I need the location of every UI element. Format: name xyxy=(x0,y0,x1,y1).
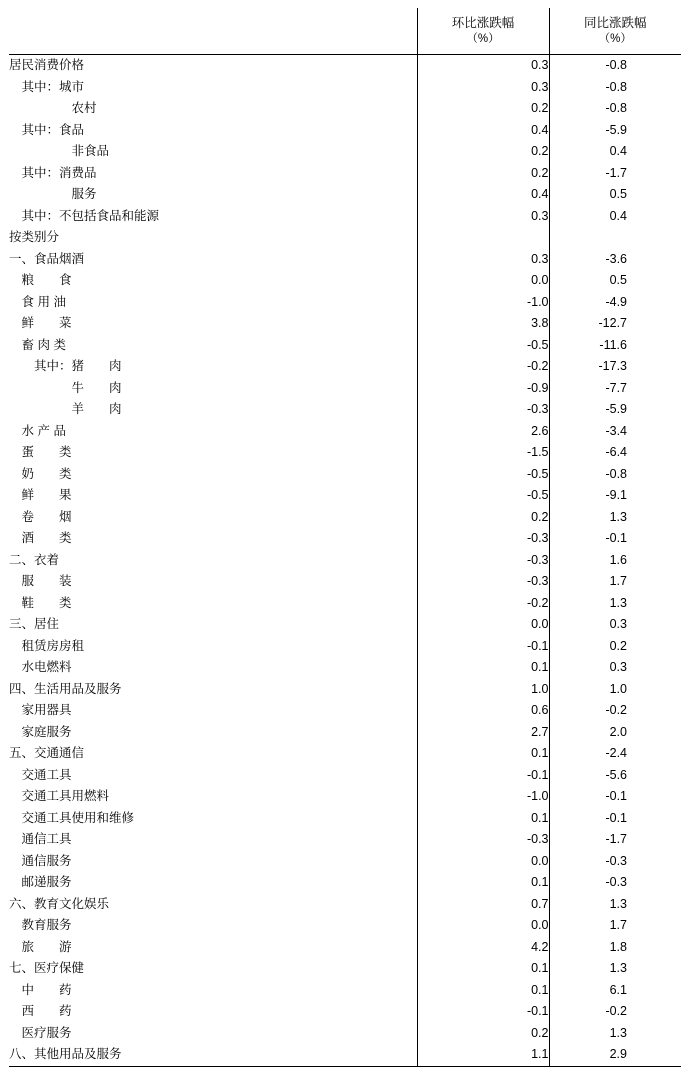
row-yoy-value: -5.9 xyxy=(605,402,627,416)
table-row xyxy=(9,722,681,744)
table-row xyxy=(9,593,681,615)
row-label: 按类别分 xyxy=(9,227,417,249)
table-row xyxy=(9,1001,681,1023)
table-row xyxy=(9,507,681,529)
cpi-table-page xyxy=(0,8,690,1061)
table-row xyxy=(9,571,681,593)
row-label: 其中：猪 肉 xyxy=(9,356,417,378)
row-label: 通信工具 xyxy=(9,829,417,851)
table-body xyxy=(9,55,681,1067)
row-label: 粮 食 xyxy=(9,270,417,292)
table-row xyxy=(9,894,681,916)
row-yoy-value: -0.8 xyxy=(605,58,627,72)
header-yoy-line2: （%） xyxy=(598,32,632,45)
table-row xyxy=(9,378,681,400)
row-mom-value: 0.3 xyxy=(417,206,549,228)
row-mom-value: 0.6 xyxy=(417,700,549,722)
table-row xyxy=(9,270,681,292)
row-label: 农村 xyxy=(9,98,417,120)
table-row xyxy=(9,292,681,314)
row-mom-value: -1.0 xyxy=(417,786,549,808)
row-label: 中 药 xyxy=(9,980,417,1002)
row-yoy-value: 1.6 xyxy=(609,552,627,567)
row-yoy-value: -1.7 xyxy=(605,165,627,180)
row-yoy-value xyxy=(549,227,681,249)
row-yoy-value: 1.3 xyxy=(609,595,627,610)
row-yoy-value: -0.8 xyxy=(605,101,627,115)
row-yoy-value: 0.3 xyxy=(609,660,627,674)
row-mom-value: 0.1 xyxy=(417,743,549,765)
row-mom-value: 0.1 xyxy=(417,980,549,1002)
row-yoy-value: 0.2 xyxy=(609,638,627,653)
row-label: 家用器具 xyxy=(9,700,417,722)
row-label: 居民消费价格 xyxy=(9,55,417,77)
row-label: 二、衣着 xyxy=(9,550,417,572)
table-row xyxy=(9,808,681,830)
table-row xyxy=(9,356,681,378)
row-label: 邮递服务 xyxy=(9,872,417,894)
row-mom-value: 0.1 xyxy=(417,657,549,679)
row-label: 旅 游 xyxy=(9,937,417,959)
row-mom-value: -0.3 xyxy=(417,829,549,851)
header-yoy-line1: 同比涨跌幅 xyxy=(583,15,647,30)
row-mom-value xyxy=(417,227,549,249)
table-row xyxy=(9,614,681,636)
table-row xyxy=(9,980,681,1002)
header-blank-cell xyxy=(9,8,417,55)
row-label: 其中：食品 xyxy=(9,120,417,142)
header-yoy-cell xyxy=(549,8,681,55)
row-mom-value: -0.5 xyxy=(417,335,549,357)
table-row xyxy=(9,335,681,357)
row-yoy-value: 1.3 xyxy=(609,896,627,911)
table-row xyxy=(9,937,681,959)
row-label: 七、医疗保健 xyxy=(9,958,417,980)
row-yoy-value: -0.8 xyxy=(605,466,627,481)
table-row xyxy=(9,98,681,120)
row-mom-value: 0.1 xyxy=(417,808,549,830)
row-mom-value: 1.0 xyxy=(417,679,549,701)
table-row xyxy=(9,1023,681,1045)
row-yoy-value: -11.6 xyxy=(599,337,627,352)
table-row xyxy=(9,657,681,679)
table-row xyxy=(9,442,681,464)
row-label: 五、交通通信 xyxy=(9,743,417,765)
row-mom-value: 0.0 xyxy=(417,270,549,292)
row-yoy-value: 0.5 xyxy=(609,187,627,201)
row-label: 鲜 菜 xyxy=(9,313,417,335)
row-mom-value: 0.1 xyxy=(417,872,549,894)
row-mom-value: 0.2 xyxy=(417,141,549,163)
table-row xyxy=(9,958,681,980)
table-row xyxy=(9,313,681,335)
header-mom-cell xyxy=(417,8,549,55)
row-mom-value: -0.1 xyxy=(417,636,549,658)
table-row xyxy=(9,528,681,550)
row-yoy-value: 0.4 xyxy=(609,208,627,223)
row-yoy-value: -12.7 xyxy=(598,316,627,330)
row-label: 六、教育文化娱乐 xyxy=(9,894,417,916)
row-label: 四、生活用品及服务 xyxy=(9,679,417,701)
table-row xyxy=(9,915,681,937)
table-row xyxy=(9,743,681,765)
table-row xyxy=(9,227,681,249)
row-label: 三、居住 xyxy=(9,614,417,636)
row-yoy-value: -9.1 xyxy=(605,488,627,502)
row-label: 通信服务 xyxy=(9,851,417,873)
row-yoy-value: -3.6 xyxy=(605,251,627,266)
table-row xyxy=(9,120,681,142)
row-label: 家庭服务 xyxy=(9,722,417,744)
row-yoy-value: -0.3 xyxy=(605,853,627,868)
row-yoy-value: -0.1 xyxy=(605,789,627,803)
row-mom-value: 0.2 xyxy=(417,98,549,120)
table-row xyxy=(9,485,681,507)
table-row xyxy=(9,55,681,77)
row-label: 交通工具 xyxy=(9,765,417,787)
table-row xyxy=(9,163,681,185)
table-row xyxy=(9,249,681,271)
row-label: 酒 类 xyxy=(9,528,417,550)
row-mom-value: 1.1 xyxy=(417,1044,549,1066)
row-label: 蛋 类 xyxy=(9,442,417,464)
row-mom-value: 0.3 xyxy=(417,77,549,99)
row-mom-value: -0.5 xyxy=(417,485,549,507)
row-yoy-value: 1.7 xyxy=(609,918,627,932)
table-row xyxy=(9,872,681,894)
row-label: 牛 肉 xyxy=(9,378,417,400)
row-yoy-value: 1.7 xyxy=(609,574,627,588)
row-mom-value: 0.4 xyxy=(417,184,549,206)
row-yoy-value: -0.2 xyxy=(605,1004,627,1018)
row-yoy-value: -17.3 xyxy=(598,359,627,373)
row-mom-value: -0.3 xyxy=(417,528,549,550)
row-label: 畜 肉 类 xyxy=(9,335,417,357)
row-mom-value: 0.0 xyxy=(417,614,549,636)
table-row xyxy=(9,399,681,421)
row-mom-value: 3.8 xyxy=(417,313,549,335)
row-mom-value: -0.3 xyxy=(417,571,549,593)
row-mom-value: 0.0 xyxy=(417,915,549,937)
row-mom-value: 0.7 xyxy=(417,894,549,916)
row-mom-value: -0.9 xyxy=(417,378,549,400)
row-label: 交通工具用燃料 xyxy=(9,786,417,808)
row-mom-value: 0.4 xyxy=(417,120,549,142)
row-yoy-value: -7.7 xyxy=(605,380,627,395)
row-mom-value: 0.2 xyxy=(417,507,549,529)
table-row xyxy=(9,206,681,228)
table-row xyxy=(9,464,681,486)
row-label: 八、其他用品及服务 xyxy=(9,1044,417,1066)
table-row xyxy=(9,679,681,701)
row-mom-value: 2.6 xyxy=(417,421,549,443)
row-label: 奶 类 xyxy=(9,464,417,486)
row-label: 西 药 xyxy=(9,1001,417,1023)
row-label: 鞋 类 xyxy=(9,593,417,615)
row-label: 一、食品烟酒 xyxy=(9,249,417,271)
row-yoy-value: 0.5 xyxy=(609,273,627,287)
row-yoy-value: -6.4 xyxy=(605,445,627,459)
row-yoy-value: 2.9 xyxy=(549,1044,681,1066)
row-yoy-value: 1.8 xyxy=(609,939,627,954)
row-yoy-value: -1.7 xyxy=(605,832,627,846)
row-mom-value: 0.1 xyxy=(417,958,549,980)
row-label: 卷 烟 xyxy=(9,507,417,529)
table-row xyxy=(9,786,681,808)
row-yoy-value: -2.4 xyxy=(605,746,627,760)
row-label: 服 装 xyxy=(9,571,417,593)
row-mom-value: -0.3 xyxy=(417,550,549,572)
row-label: 羊 肉 xyxy=(9,399,417,421)
row-mom-value: 0.2 xyxy=(417,1023,549,1045)
row-label: 交通工具使用和维修 xyxy=(9,808,417,830)
table-row xyxy=(9,1044,681,1066)
table-header xyxy=(9,8,681,55)
row-yoy-value: -0.8 xyxy=(605,79,627,94)
row-mom-value: -0.5 xyxy=(417,464,549,486)
row-yoy-value: -3.4 xyxy=(605,423,627,438)
row-yoy-value: -0.3 xyxy=(605,875,627,889)
table-row xyxy=(9,141,681,163)
row-yoy-value: 1.0 xyxy=(609,681,627,696)
row-mom-value: -0.1 xyxy=(417,1001,549,1023)
row-label: 水 产 品 xyxy=(9,421,417,443)
row-label: 其中：城市 xyxy=(9,77,417,99)
row-yoy-value: 1.3 xyxy=(609,1025,627,1040)
row-label: 水电燃料 xyxy=(9,657,417,679)
row-mom-value: -1.5 xyxy=(417,442,549,464)
table-row xyxy=(9,636,681,658)
header-mom-line1: 环比涨跌幅 xyxy=(451,15,515,30)
row-yoy-value: 0.3 xyxy=(609,617,627,631)
row-mom-value: -0.1 xyxy=(417,765,549,787)
row-yoy-value: -5.9 xyxy=(605,122,627,137)
row-label: 教育服务 xyxy=(9,915,417,937)
row-mom-value: 0.0 xyxy=(417,851,549,873)
row-mom-value: -0.2 xyxy=(417,356,549,378)
table-row xyxy=(9,421,681,443)
row-mom-value: 0.3 xyxy=(417,55,549,77)
row-label: 医疗服务 xyxy=(9,1023,417,1045)
row-yoy-value: 2.0 xyxy=(609,724,627,739)
row-yoy-value: 1.3 xyxy=(609,961,627,975)
row-label: 非食品 xyxy=(9,141,417,163)
row-yoy-value: -0.1 xyxy=(605,531,627,545)
row-mom-value: 0.3 xyxy=(417,249,549,271)
row-yoy-value: 0.4 xyxy=(609,144,627,158)
row-yoy-value: -5.6 xyxy=(605,767,627,782)
table-row xyxy=(9,184,681,206)
row-yoy-value: -0.1 xyxy=(605,810,627,825)
cpi-data-table xyxy=(9,8,681,1067)
row-yoy-value: -4.9 xyxy=(605,294,627,309)
row-label: 其中：消费品 xyxy=(9,163,417,185)
row-label: 其中：不包括食品和能源 xyxy=(9,206,417,228)
row-mom-value: 4.2 xyxy=(417,937,549,959)
row-mom-value: 0.2 xyxy=(417,163,549,185)
row-yoy-value: 6.1 xyxy=(609,982,627,997)
row-label: 食 用 油 xyxy=(9,292,417,314)
table-row xyxy=(9,829,681,851)
table-row xyxy=(9,851,681,873)
row-mom-value: -1.0 xyxy=(417,292,549,314)
row-mom-value: -0.3 xyxy=(417,399,549,421)
table-row xyxy=(9,550,681,572)
table-row xyxy=(9,77,681,99)
table-row xyxy=(9,700,681,722)
row-mom-value: -0.2 xyxy=(417,593,549,615)
row-yoy-value: -0.2 xyxy=(605,703,627,717)
header-mom-line2: （%） xyxy=(466,32,500,45)
row-yoy-value: 1.3 xyxy=(609,509,627,524)
row-label: 服务 xyxy=(9,184,417,206)
row-label: 租赁房房租 xyxy=(9,636,417,658)
table-row xyxy=(9,765,681,787)
row-mom-value: 2.7 xyxy=(417,722,549,744)
row-label: 鲜 果 xyxy=(9,485,417,507)
